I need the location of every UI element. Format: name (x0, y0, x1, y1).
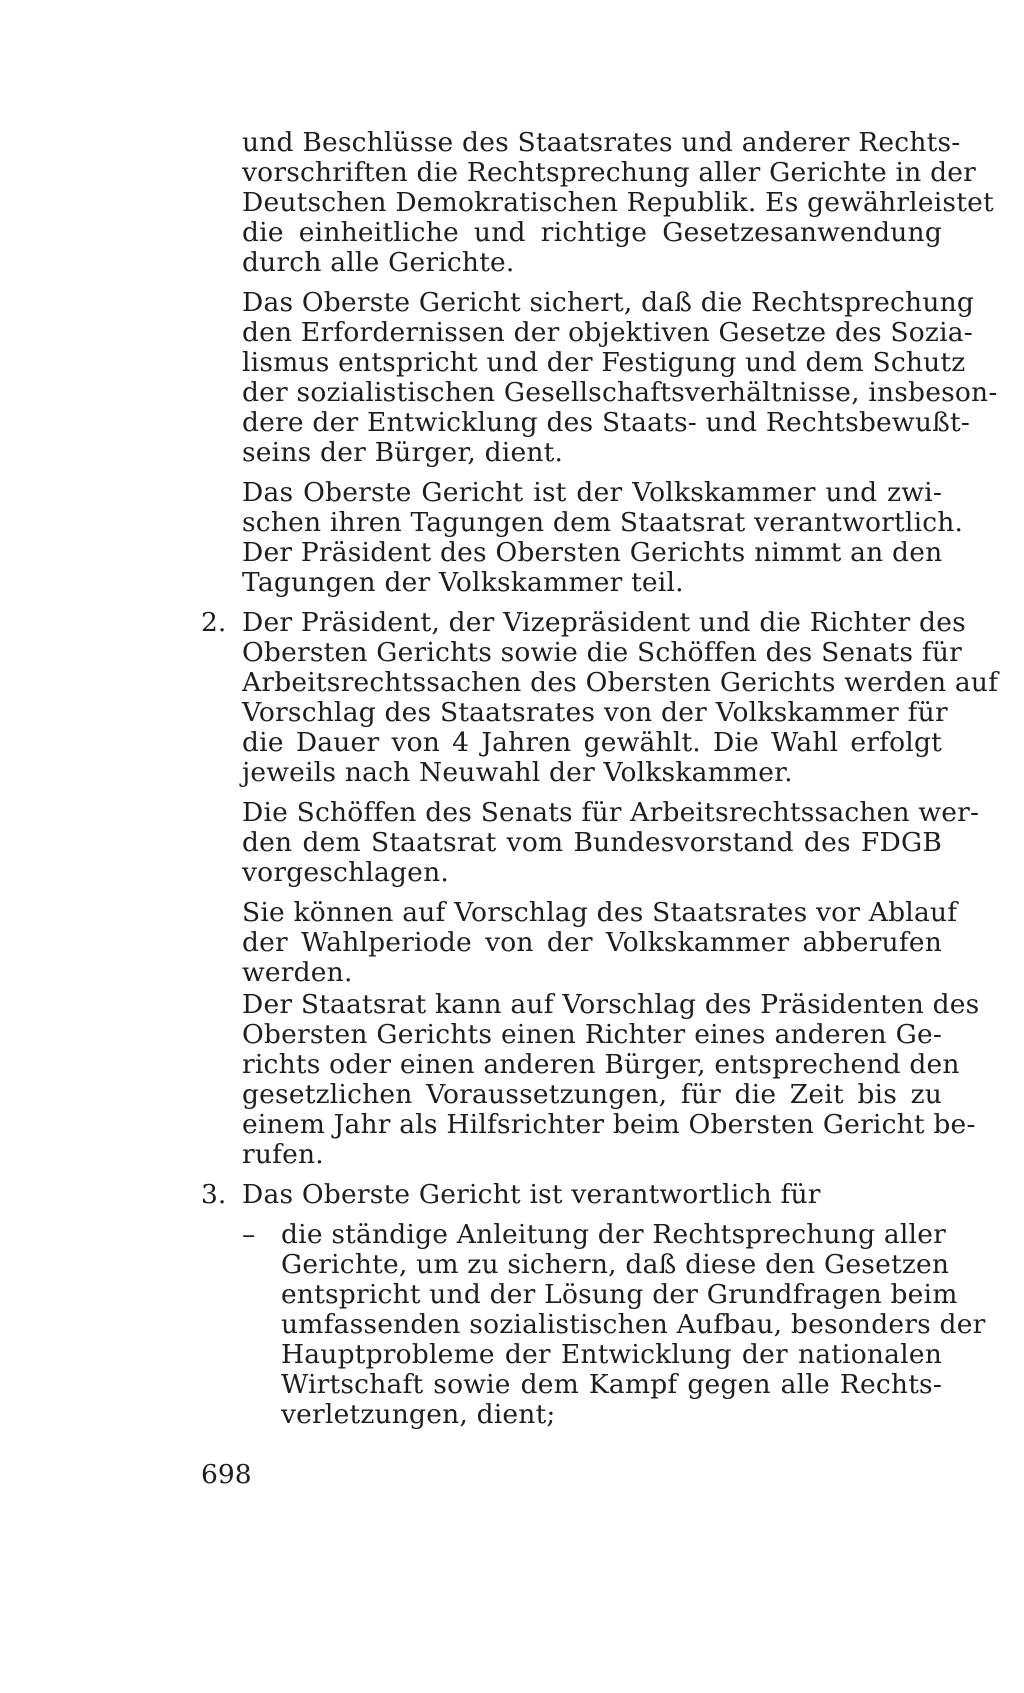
text-line: den Erfordernissen der objektiven Gesetze des Sozia- (242, 317, 973, 348)
text-line: Wirtschaft sowie dem Kampf gegen alle Rechts- (281, 1369, 942, 1400)
page-number: 698 (201, 1459, 252, 1490)
text-line: richts oder einen anderen Bürger, entsprechend den (242, 1049, 960, 1080)
text-line: Der Staatsrat kann auf Vorschlag des Präsidenten des (242, 989, 980, 1020)
text-line: die einheitliche und richtige Gesetzesanwendung (242, 217, 942, 248)
item-number: 2. (201, 607, 227, 638)
text-line: verletzungen, dient; (281, 1399, 556, 1430)
text-line: Tagungen der Volkskammer teil. (242, 567, 684, 598)
text-line: schen ihren Tagungen dem Staatsrat verantwortlich. (242, 507, 964, 538)
text-line: vorschriften die Rechtsprechung aller Gerichte in der (242, 157, 977, 188)
text-line: Der Präsident, der Vizepräsident und die Richter des (242, 607, 966, 638)
text-line: Der Präsident des Obersten Gerichts nimmt an den (242, 537, 943, 568)
dash-bullet: – (242, 1219, 256, 1250)
text-line: Arbeitsrechtssachen des Obersten Gerichts werden auf (242, 667, 999, 698)
text-line: die ständige Anleitung der Rechtsprechung aller (281, 1219, 946, 1250)
text-line: der Wahlperiode von der Volkskammer abberufen (242, 927, 942, 958)
text-line: und Beschlüsse des Staatsrates und anderer Rechts- (242, 127, 961, 158)
text-line: Vorschlag des Staatsrates von der Volkskammer für (242, 697, 948, 728)
text-line: rufen. (242, 1139, 324, 1170)
text-line: vorgeschlagen. (242, 857, 449, 888)
text-line: den dem Staatsrat vom Bundesvorstand des FDGB (242, 827, 942, 858)
text-line: entspricht und der Lösung der Grundfragen beim (281, 1279, 958, 1310)
item-number: 3. (201, 1179, 227, 1210)
text-line: Deutschen Demokratischen Republik. Es gewährleistet (242, 187, 994, 218)
text-line: Hauptprobleme der Entwicklung der nationalen (281, 1339, 942, 1370)
text-line: werden. (242, 957, 353, 988)
text-line: einem Jahr als Hilfsrichter beim Obersten Gericht be- (242, 1109, 976, 1140)
text-line: die Dauer von 4 Jahren gewählt. Die Wahl erfolgt (242, 727, 942, 758)
text-line: umfassenden sozialistischen Aufbau, besonders der (281, 1309, 986, 1340)
text-line: dere der Entwicklung des Staats- und Rechtsbewußt- (242, 407, 970, 438)
text-line: lismus entspricht und der Festigung und dem Schutz (242, 347, 966, 378)
text-line: durch alle Gerichte. (242, 247, 515, 278)
text-line: gesetzlichen Voraussetzungen, für die Zeit bis zu (242, 1079, 942, 1110)
text-line: Das Oberste Gericht sichert, daß die Rechtsprechung (242, 287, 975, 318)
text-line: Das Oberste Gericht ist der Volkskammer und zwi- (242, 477, 942, 508)
text-line: Obersten Gerichts einen Richter eines anderen Ge- (242, 1019, 942, 1050)
text-line: Sie können auf Vorschlag des Staatsrates vor Ablauf (242, 897, 958, 928)
text-line: Die Schöffen des Senats für Arbeitsrechtssachen wer- (242, 797, 980, 828)
text-line: jeweils nach Neuwahl der Volkskammer. (242, 757, 793, 788)
text-line: Obersten Gerichts sowie die Schöffen des Senats für (242, 637, 962, 668)
text-line: seins der Bürger, dient. (242, 437, 564, 468)
text-line: Gerichte, um zu sichern, daß diese den Gesetzen (281, 1249, 950, 1280)
text-line: der sozialistischen Gesellschaftsverhältnisse, insbeson- (242, 377, 998, 408)
item-intro: Das Oberste Gericht ist verantwortlich für (242, 1179, 821, 1210)
